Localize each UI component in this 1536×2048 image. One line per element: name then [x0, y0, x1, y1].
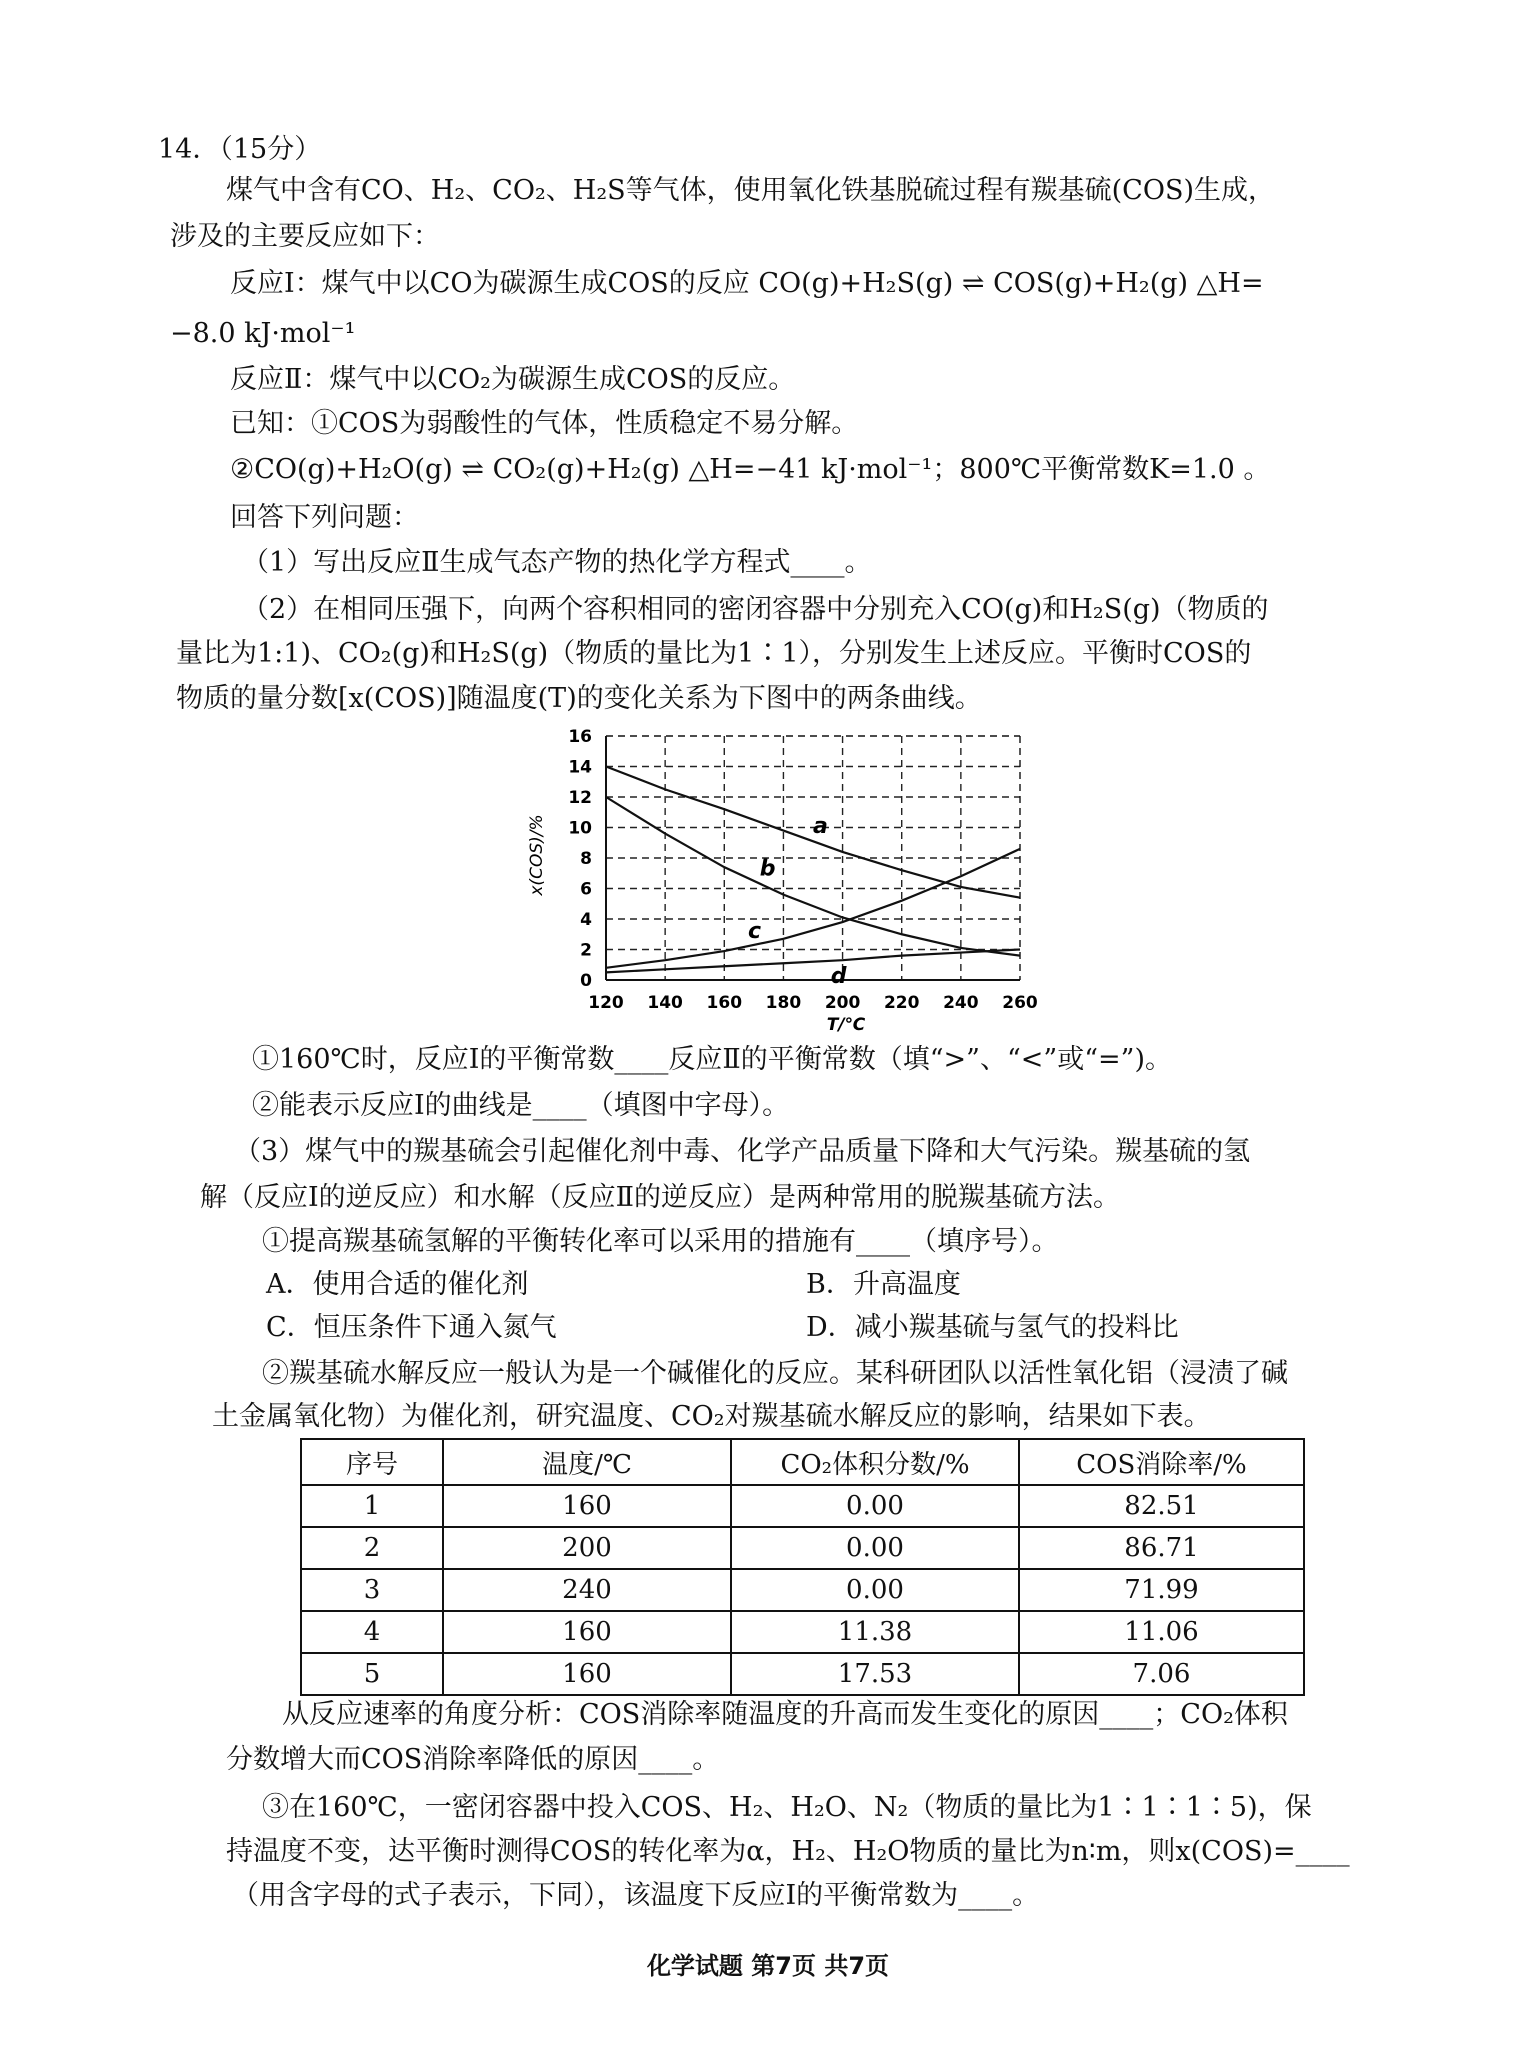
- table-cell: 160: [443, 1653, 731, 1695]
- series-label-a: a: [813, 814, 828, 840]
- table-row: [301, 1611, 1304, 1653]
- y-tick-label: 0: [580, 971, 592, 991]
- table-cell: 160: [443, 1611, 731, 1653]
- table-cell: 11.06: [1019, 1611, 1304, 1653]
- question-header: 14．（15分）: [158, 134, 322, 165]
- x-tick-label: 220: [883, 993, 920, 1013]
- part-2-line-1: （2）在相同压强下，向两个容积相同的密闭容器中分别充入CO(g)和H₂S(g)（物质的: [242, 594, 1269, 625]
- y-tick-label: 6: [580, 879, 592, 900]
- chart-series: [606, 767, 1020, 989]
- cos-chart: [520, 720, 1040, 1040]
- table-cell: 17.53: [731, 1653, 1019, 1695]
- option-a: A．使用合适的催化剂: [266, 1269, 529, 1300]
- part-3-q3-line-3: （用含字母的式子表示，下同），该温度下反应Ⅰ的平衡常数为____。: [232, 1880, 1040, 1911]
- x-tick-label: 260: [1002, 993, 1038, 1013]
- x-axis-label: T/℃: [826, 1015, 866, 1035]
- series-label-b: b: [759, 856, 776, 882]
- table-cell: 3: [301, 1569, 443, 1611]
- y-tick-label: 10: [568, 818, 592, 839]
- table-cell: 4: [301, 1611, 443, 1653]
- reaction-2: 反应Ⅱ：煤气中以CO₂为碳源生成COS的反应。: [230, 364, 796, 395]
- part-3-q3-line-1: ③在160℃，一密闭容器中投入COS、H₂、H₂O、N₂（物质的量比为1∶1∶1∶5)，保: [262, 1792, 1312, 1823]
- x-tick-label: 140: [647, 993, 683, 1013]
- part-2-q2: ②能表示反应Ⅰ的曲线是____（填图中字母）。: [252, 1090, 790, 1121]
- series-label-c: c: [747, 919, 761, 945]
- table-cell: 2: [301, 1527, 443, 1569]
- part-2-q1: ①160℃时，反应Ⅰ的平衡常数____反应Ⅱ的平衡常数（填“>”、“<”或“=”)。: [252, 1044, 1172, 1075]
- table-row: [301, 1653, 1304, 1695]
- table-cell: 0.00: [731, 1485, 1019, 1527]
- part-3-q2-line-2: 土金属氧化物）为催化剂，研究温度、CO₂对羰基硫水解反应的影响，结果如下表。: [212, 1401, 1211, 1432]
- known-1: 已知：①COS为弱酸性的气体，性质稳定不易分解。: [230, 408, 859, 439]
- part-1: （1）写出反应Ⅱ生成气态产物的热化学方程式____。: [242, 547, 872, 578]
- x-tick-label: 160: [706, 993, 743, 1013]
- table-row: [301, 1527, 1304, 1569]
- results-table: [300, 1438, 1305, 1696]
- part-2-line-2: 量比为1:1)、CO₂(g)和H₂S(g)（物质的量比为1∶1），分别发生上述反应。平衡时COS的: [176, 638, 1252, 669]
- option-c: C．恒压条件下通入氮气: [266, 1312, 557, 1343]
- x-tick-label: 200: [824, 993, 861, 1013]
- series-line-d: [606, 950, 1020, 973]
- col-header-rate: COS消除率/%: [1019, 1439, 1304, 1485]
- intro-line-1: 煤气中含有CO、H₂、CO₂、H₂S等气体，使用氧化铁基脱硫过程有羰基硫(COS)生成，: [226, 175, 1276, 206]
- table-header-row: [301, 1439, 1304, 1485]
- table-row: [301, 1485, 1304, 1527]
- col-header-temp: 温度/℃: [443, 1439, 731, 1485]
- y-tick-label: 14: [568, 757, 592, 778]
- table-cell: 0.00: [731, 1569, 1019, 1611]
- table-row: [301, 1569, 1304, 1611]
- known-2: ②CO(g)+H₂O(g) ⇌ CO₂(g)+H₂(g) △H=−41 kJ·mol⁻¹；800℃平衡常数K=1.0 。: [230, 454, 1271, 485]
- part-3-q2-line-1: ②羰基硫水解反应一般认为是一个碱催化的反应。某科研团队以活性氧化铝（浸渍了碱: [262, 1358, 1288, 1389]
- reaction-1-line-2: −8.0 kJ·mol⁻¹: [170, 318, 356, 349]
- table-cell: 160: [443, 1485, 731, 1527]
- part-3-q1: ①提高羰基硫氢解的平衡转化率可以采用的措施有____（填序号）。: [262, 1226, 1059, 1257]
- table-cell: 7.06: [1019, 1653, 1304, 1695]
- y-axis-label: x(COS)/%: [527, 814, 547, 896]
- table-cell: 5: [301, 1653, 443, 1695]
- answer-prompt: 回答下列问题：: [230, 502, 419, 533]
- page-footer: 化学试题 第7页 共7页: [646, 1952, 890, 1980]
- table-cell: 71.99: [1019, 1569, 1304, 1611]
- y-tick-label: 8: [580, 849, 592, 869]
- chart-grid: [606, 736, 1020, 980]
- option-b: B．升高温度: [806, 1269, 961, 1300]
- part-3-q3-line-2: 持温度不变，达平衡时测得COS的转化率为α，H₂、H₂O物质的量比为n∶m，则x(COS)=____: [226, 1836, 1350, 1867]
- after-table-line-1: 从反应速率的角度分析：COS消除率随温度的升高而发生变化的原因____；CO₂体积: [282, 1699, 1288, 1730]
- y-tick-label: 2: [580, 940, 592, 961]
- part-3-line-1: （3）煤气中的羰基硫会引起催化剂中毒、化学产品质量下降和大气污染。羰基硫的氢: [234, 1136, 1251, 1167]
- x-tick-label: 180: [765, 993, 802, 1013]
- part-2-line-3: 物质的量分数[x(COS)]随温度(T)的变化关系为下图中的两条曲线。: [176, 683, 982, 714]
- x-tick-label: 120: [588, 993, 624, 1013]
- intro-line-2: 涉及的主要反应如下：: [170, 221, 440, 252]
- col-header-index: 序号: [301, 1439, 443, 1485]
- col-header-co2: CO₂体积分数/%: [731, 1439, 1019, 1485]
- y-tick-label: 16: [568, 727, 592, 747]
- table-cell: 11.38: [731, 1611, 1019, 1653]
- option-d: D．减小羰基硫与氢气的投料比: [806, 1312, 1179, 1343]
- reaction-1-line-1: 反应Ⅰ：煤气中以CO为碳源生成COS的反应 CO(g)+H₂S(g) ⇌ COS(g)+H₂(g) △H=: [230, 268, 1264, 299]
- y-tick-label: 4: [580, 910, 592, 930]
- table-cell: 86.71: [1019, 1527, 1304, 1569]
- table-cell: 240: [443, 1569, 731, 1611]
- table-cell: 82.51: [1019, 1485, 1304, 1527]
- table-cell: 0.00: [731, 1527, 1019, 1569]
- x-tick-label: 240: [943, 993, 979, 1013]
- table-cell: 1: [301, 1485, 443, 1527]
- part-3-line-2: 解（反应Ⅰ的逆反应）和水解（反应Ⅱ的逆反应）是两种常用的脱羰基硫方法。: [200, 1182, 1121, 1213]
- y-tick-label: 12: [568, 788, 592, 808]
- after-table-line-2: 分数增大而COS消除率降低的原因____。: [226, 1744, 720, 1775]
- series-label-d: d: [830, 963, 847, 989]
- table-cell: 200: [443, 1527, 731, 1569]
